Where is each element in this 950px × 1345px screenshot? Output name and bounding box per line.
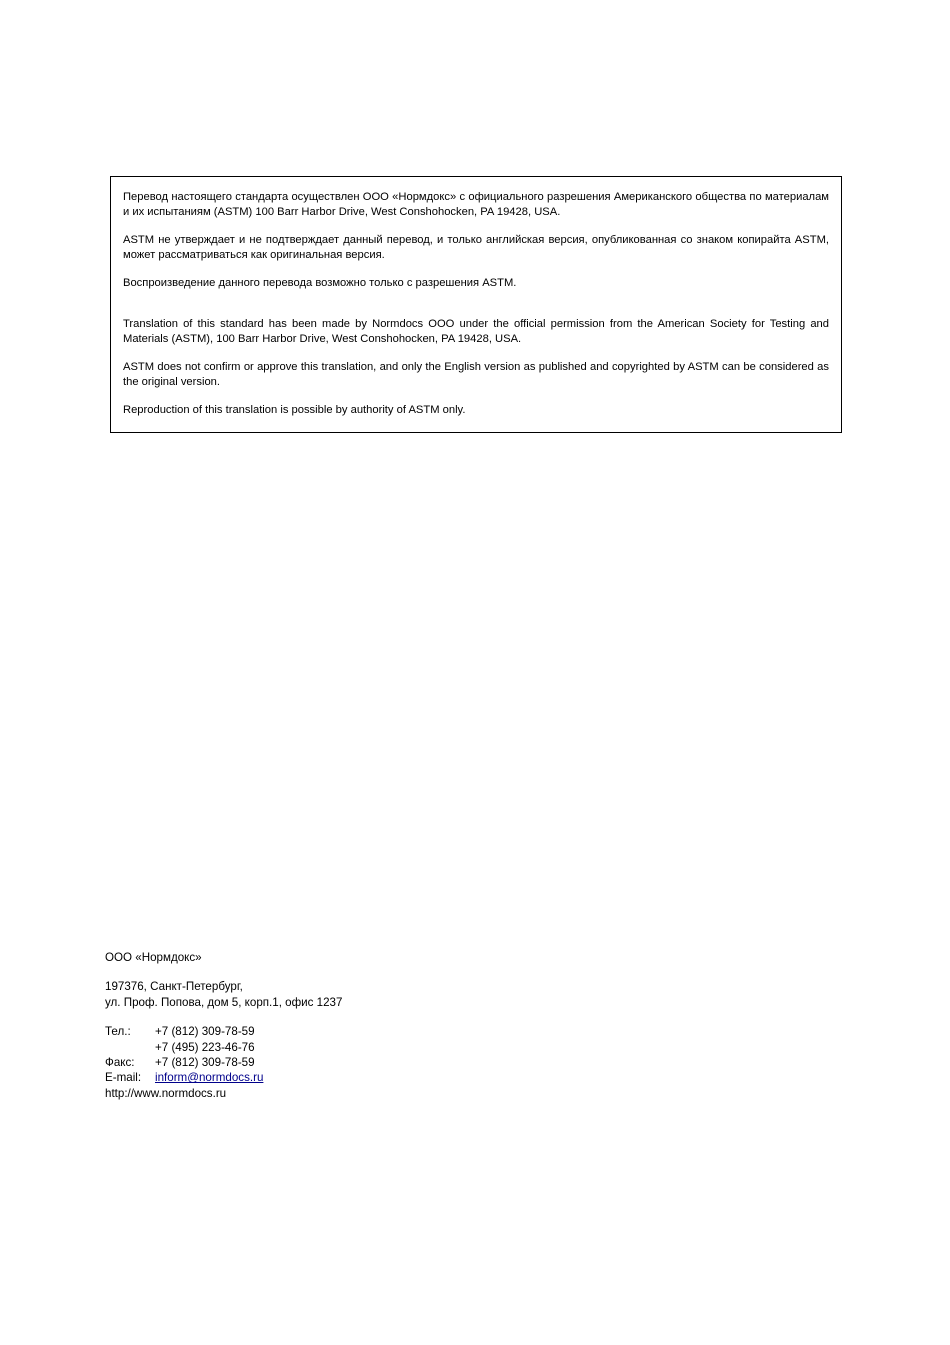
- fax-label: Факс:: [105, 1056, 135, 1070]
- company-name-block: [105, 950, 605, 965]
- notice-en-paragraph-2: ASTM does not confirm or approve this translation, and only the English version as published and copyrighted by ASTM can be considered as the original version.: [123, 361, 829, 388]
- notice-en-paragraph-1: Translation of this standard has been made by Normdocs OOO under the official permission from the American Society for Testing and Materials (ASTM), 100 Barr Harbor Drive, West Conshohocken, PA 19428, USA.: [123, 317, 829, 345]
- phone-label: Тел.:: [105, 1025, 131, 1039]
- email-row: [105, 1070, 605, 1085]
- fax-value: +7 (812) 309-78-59: [155, 1056, 255, 1070]
- email-label: E-mail:: [105, 1071, 142, 1085]
- address-block: [105, 979, 605, 1010]
- phone-row-1: [105, 1024, 605, 1039]
- contact-block: [105, 950, 605, 1101]
- translation-notice-box: [110, 176, 842, 433]
- phone-row-2: [105, 1040, 605, 1055]
- notice-ru-paragraph-2: ASTM не утверждает и не подтверждает данный перевод, и только английская версия, опубликованная со знаком копирайта ASTM, может рассматриваться как оригинальная версия.: [123, 234, 829, 261]
- fax-row: [105, 1055, 605, 1070]
- notice-ru-paragraph-3: Воспроизведение данного перевода возможно только с разрешения ASTM.: [123, 277, 517, 290]
- notice-en-paragraph-3: Reproduction of this translation is possible by authority of ASTM only.: [123, 404, 466, 417]
- email-link[interactable]: inform@normdocs.ru: [155, 1071, 264, 1085]
- website-value: http://www.normdocs.ru: [105, 1086, 227, 1100]
- phone-value-2: +7 (495) 223-46-76: [155, 1040, 255, 1054]
- company-name: ООО «Нормдокс»: [105, 951, 202, 964]
- contacts-block: [105, 1024, 605, 1101]
- address-line-1: 197376, Санкт-Петербург,: [105, 980, 243, 994]
- notice-ru-paragraph-1: Перевод настоящего стандарта осуществлен ООО «Нормдокс» с официального разрешения Американского общества по материалам и их испытаниям (ASTM) 100 Barr Harbor Drive, West Conshohocken, PA 19428, USA.: [123, 191, 829, 218]
- website-row: [105, 1086, 605, 1101]
- address-line-2: ул. Проф. Попова, дом 5, корп.1, офис 1237: [105, 995, 343, 1009]
- phone-value-1: +7 (812) 309-78-59: [155, 1025, 255, 1039]
